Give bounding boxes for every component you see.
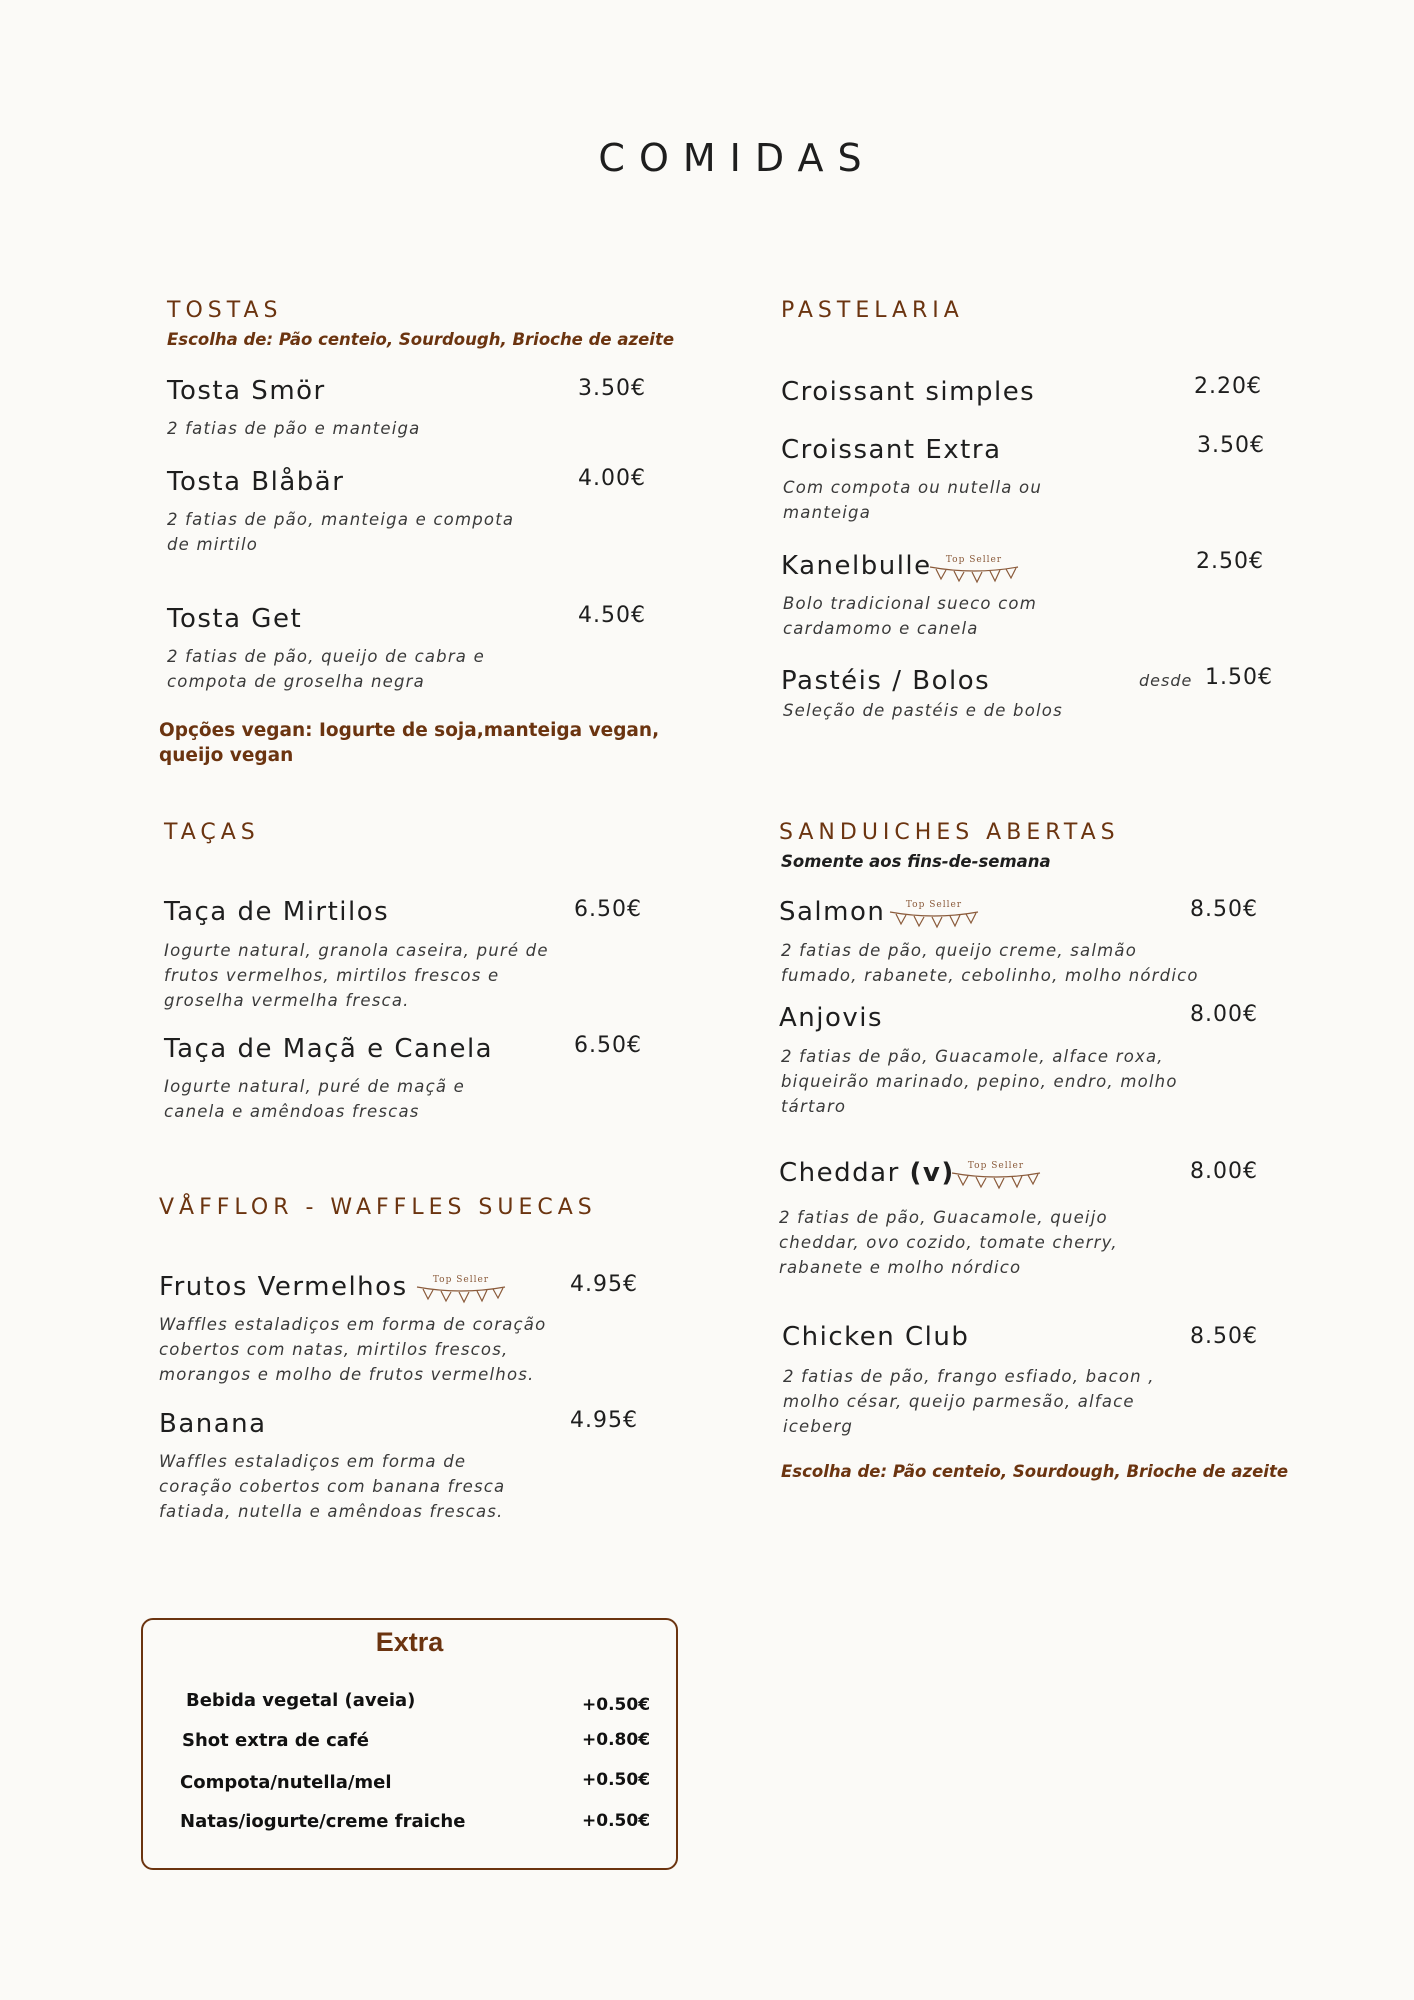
top-seller-badge xyxy=(950,1161,1042,1191)
menu-item-price: 4.95€ xyxy=(570,1408,638,1433)
top-seller-label: Top Seller xyxy=(967,1161,1025,1171)
menu-item-description: Iogurte natural, puré de maçã e canela e amêndoas frescas xyxy=(164,1077,465,1121)
menu-item-name: Tosta Smör xyxy=(167,376,326,406)
menu-item-description: Iogurte natural, granola caseira, puré de frutos vermelhos, mirtilos frescos e groselha vermelha fresca. xyxy=(164,941,549,1010)
menu-item-name: Banana xyxy=(159,1409,267,1439)
menu-item-description: 2 fatias de pão, queijo de cabra e compota de groselha negra xyxy=(167,647,485,691)
menu-item-description: 2 fatias de pão, frango esfiado, bacon , molho césar, queijo parmesão, alface iceberg xyxy=(783,1367,1155,1436)
menu-item-price: 6.50€ xyxy=(574,897,642,922)
menu-item-description: Bolo tradicional sueco com cardamomo e canela xyxy=(783,594,1037,638)
vegan-options-note: Opções vegan: Iogurte de soja,manteiga vegan, queijo vegan xyxy=(159,720,660,766)
extra-item-price: +0.50€ xyxy=(582,1811,651,1831)
extra-item-name: Compota/nutella/mel xyxy=(180,1772,392,1793)
price-prefix: desde xyxy=(1139,671,1193,690)
section-heading-waffles: VÅFFLOR - WAFFLES SUECAS xyxy=(159,1195,597,1220)
bunting-icon xyxy=(415,1285,507,1305)
section-heading-pastelaria: PASTELARIA xyxy=(781,298,964,323)
menu-item-description: 2 fatias de pão e manteiga xyxy=(167,419,421,438)
menu-item-price: 4.95€ xyxy=(570,1272,638,1297)
menu-item-price: 8.50€ xyxy=(1190,897,1258,922)
menu-item-name: Pastéis / Bolos xyxy=(781,666,991,696)
vegetarian-marker: (v) xyxy=(909,1158,955,1188)
page-title: COMIDAS xyxy=(598,136,876,180)
section-heading-sanduiches: SANDUICHES ABERTAS xyxy=(779,820,1120,845)
section-heading-tostas: TOSTAS xyxy=(167,298,283,323)
menu-item-description: 2 fatias de pão, Guacamole, alface roxa, biqueirão marinado, pepino, endro, molho tártaro xyxy=(781,1047,1178,1116)
menu-item-price: 2.20€ xyxy=(1194,374,1262,399)
menu-item-name: Anjovis xyxy=(779,1003,884,1033)
top-seller-label: Top Seller xyxy=(432,1275,490,1285)
menu-item-price: 3.50€ xyxy=(578,376,646,401)
menu-item-name: Taça de Maçã e Canela xyxy=(164,1034,494,1064)
menu-item-name: Croissant simples xyxy=(781,377,1036,407)
menu-item-description: 2 fatias de pão, queijo creme, salmão fumado, rabanete, cebolinho, molho nórdico xyxy=(781,941,1199,985)
menu-item-price: 8.50€ xyxy=(1190,1324,1258,1349)
menu-item-price: 2.50€ xyxy=(1196,549,1264,574)
menu-item-name: Tosta Get xyxy=(167,604,303,634)
extra-item-name: Shot extra de café xyxy=(182,1730,369,1751)
top-seller-label: Top Seller xyxy=(905,900,963,910)
menu-item-name: Tosta Blåbär xyxy=(167,467,345,497)
extra-item-price: +0.80€ xyxy=(582,1730,651,1750)
top-seller-badge xyxy=(888,900,980,930)
extras-title: Extra xyxy=(375,1627,444,1657)
bread-choice-note: Escolha de: Pão centeio, Sourdough, Brioche de azeite xyxy=(167,330,675,349)
extra-item-name: Natas/iogurte/creme fraiche xyxy=(180,1811,466,1832)
menu-item-price: 6.50€ xyxy=(574,1033,642,1058)
top-seller-badge xyxy=(415,1275,507,1305)
menu-item-name: Frutos Vermelhos xyxy=(159,1272,408,1302)
menu-item-price: 1.50€ xyxy=(1205,665,1273,690)
weekend-only-note: Somente aos fins-de-semana xyxy=(781,852,1051,871)
top-seller-badge xyxy=(928,555,1020,585)
menu-item-name: Taça de Mirtilos xyxy=(164,897,390,927)
menu-item-description: Waffles estaladiços em forma de coração cobertos com natas, mirtilos frescos, morangos e molho de frutos vermelhos. xyxy=(159,1315,547,1384)
bunting-icon xyxy=(950,1171,1042,1191)
menu-item-description: Com compota ou nutella ou manteiga xyxy=(783,478,1042,522)
menu-item-description: Waffles estaladiços em forma de coração cobertos com banana fresca fatiada, nutella e amêndoas frescas. xyxy=(159,1452,506,1521)
menu-item-price: 4.50€ xyxy=(578,603,646,628)
menu-item-price: 3.50€ xyxy=(1197,433,1265,458)
menu-item-price: 8.00€ xyxy=(1190,1002,1258,1027)
top-seller-label: Top Seller xyxy=(945,555,1003,565)
bunting-icon xyxy=(888,910,980,930)
menu-item-name: Kanelbulle xyxy=(781,551,932,581)
menu-item-price: 8.00€ xyxy=(1190,1159,1258,1184)
menu-item-name-text: Cheddar xyxy=(779,1158,900,1188)
extra-item-price: +0.50€ xyxy=(582,1770,651,1790)
menu-item-description: 2 fatias de pão, manteiga e compota de mirtilo xyxy=(167,510,515,554)
menu-item-name xyxy=(779,1158,955,1188)
menu-item-description: Seleção de pastéis e de bolos xyxy=(783,701,1063,720)
menu-item-description: 2 fatias de pão, Guacamole, queijo cheddar, ovo cozido, tomate cherry, rabanete e molho nórdico xyxy=(779,1208,1118,1277)
bunting-icon xyxy=(928,565,1020,585)
menu-item-name: Chicken Club xyxy=(782,1322,970,1352)
menu-item-name: Salmon xyxy=(779,897,886,927)
section-heading-tacas: TAÇAS xyxy=(164,820,260,845)
extra-item-name: Bebida vegetal (aveia) xyxy=(186,1690,416,1711)
menu-item-name: Croissant Extra xyxy=(781,435,1002,465)
menu-item-price: 4.00€ xyxy=(578,466,646,491)
bread-choice-note: Escolha de: Pão centeio, Sourdough, Brioche de azeite xyxy=(781,1462,1289,1481)
extra-item-price: +0.50€ xyxy=(582,1695,651,1715)
